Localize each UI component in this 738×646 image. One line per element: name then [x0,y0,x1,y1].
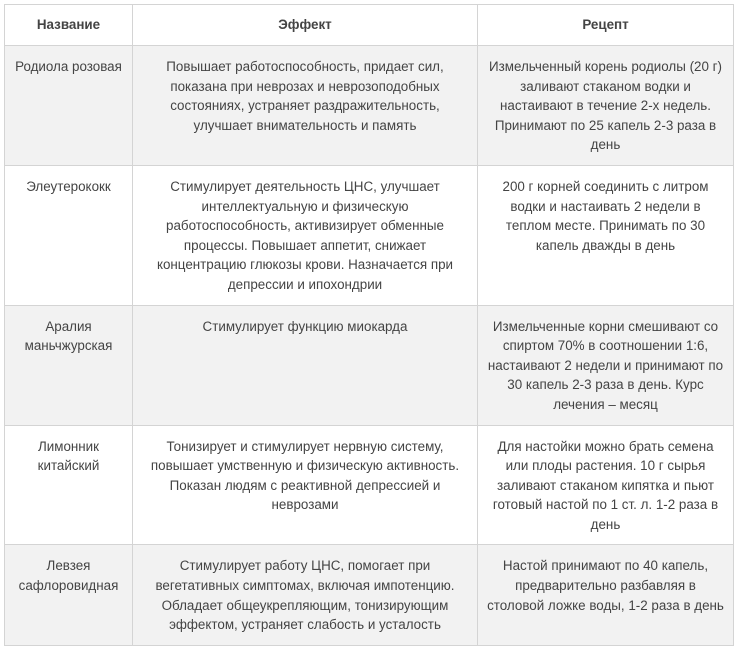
cell-name: Левзея сафлоровидная [5,545,133,645]
cell-name: Родиола розовая [5,46,133,166]
cell-recipe: Измельченный корень родиолы (20 г) заливают стаканом водки и настаивают в течение 2-х недель. Принимают по 25 капель 2-3 раза в день [478,46,734,166]
cell-effect: Стимулирует работу ЦНС, помогает при вегетативных симптомах, включая импотенцию. Обладает общеукрепляющим, тонизирующим эффектом, устраняет слабость и усталость [133,545,478,645]
cell-effect: Тонизирует и стимулирует нервную систему, повышает умственную и физическую активность. Показан людям с реактивной депрессией и неврозами [133,425,478,545]
table-row [5,425,734,545]
header-effect: Эффект [133,5,478,46]
cell-recipe: 200 г корней соединить с литром водки и настаивать 2 недели в теплом месте. Принимать по 30 капель дважды в день [478,165,734,305]
cell-recipe: Для настойки можно брать семена или плоды растения. 10 г сырья заливают стаканом кипятка и пьют готовый настой по 1 ст. л. 1-2 раза в день [478,425,734,545]
cell-effect: Повышает работоспособность, придает сил, показана при неврозах и неврозоподобных состояниях, устраняет раздражительность, улучшает внимательность и память [133,46,478,166]
table-row [5,545,734,645]
table-row [5,305,734,425]
cell-name: Лимонник китайский [5,425,133,545]
cell-name: Аралия маньчжурская [5,305,133,425]
header-row [5,5,734,46]
cell-recipe: Измельченные корни смешивают со спиртом 70% в соотношении 1:6, настаивают 2 недели и принимают по 30 капель 2-3 раза в день. Курс лечения – месяц [478,305,734,425]
cell-effect: Стимулирует деятельность ЦНС, улучшает интеллектуальную и физическую работоспособность, активизирует обменные процессы. Повышает аппетит, снижает концентрацию глюкозы крови. Назначается при депрессии и ипохондрии [133,165,478,305]
cell-name: Элеутерококк [5,165,133,305]
header-name: Название [5,5,133,46]
cell-recipe: Настой принимают по 40 капель, предварительно разбавляя в столовой ложке воды, 1-2 раза в день [478,545,734,645]
cell-effect: Стимулирует функцию миокарда [133,305,478,425]
herbs-table [4,4,734,646]
header-recipe: Рецепт [478,5,734,46]
table-row [5,46,734,166]
table-row [5,165,734,305]
